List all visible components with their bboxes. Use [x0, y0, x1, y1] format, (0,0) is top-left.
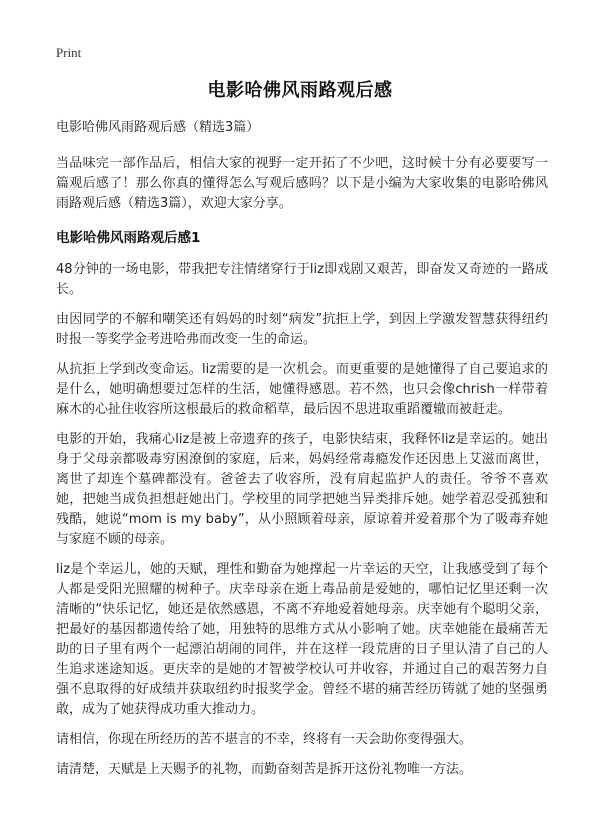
body-paragraph: 从抗拒上学到改变命运。liz需要的是一次机会。而更重要的是她懂得了自己要追求的是什么，她明确想要过怎样的生活，她懂得感恩。若不然，也只会像chrish一样带着麻木的心扯住收容所这根最后的救命稻草，最后因不思进取重蹈覆辙而被赶走。: [56, 362, 548, 417]
body-paragraph: liz是个幸运儿，她的天赋，理性和勤奋为她撑起一片幸运的天空，让我感受到了每个人都是受阳光照耀的树种子。庆幸母亲在逝上毒品前是爱她的，哪怕记忆里还剩一次清晰的“快乐记忆，她还是依然感恩，不离不弃地爱着她母亲。庆幸她有个聪明父亲，把最好的基因都遗传给了她，用独特的思维方式从小影响了她。庆幸她能在最痛苦无助的日子里有两个一起漂泊胡闹的同伴，并在这样一段荒唐的日子里认清了自己的人生追求迷途知返。更庆幸的是她的才智被学校认可并收容，并通过自己的艰苦努力自强不息取得的好成绩并获取纽约时报奖学金。曾经不堪的痛苦经历铸就了她的坚强勇敢，成为了她获得成功重大推动力。: [56, 562, 548, 717]
page-title: 电影哈佛风雨路观后感: [207, 80, 393, 101]
body-paragraph: 电影的开始，我痛心liz是被上帝遗弃的孩子，电影快结束，我释怀liz是幸运的。她出身于父母亲都吸毒穷困潦倒的家庭，后来，妈妈经常毒瘾发作还因患上艾滋而离世，离世了却连个墓碑都没有。爸爸去了收容所，没有肩起监护人的责任。爷爷不喜欢她，把她当成负担想赶她出门。学校里的同学把她当异类排斥她。她学着忍受孤独和残酷，她说“mom is my baby”，从小照顾着母亲，原谅着并爱着那个为了吸毒弃她与家庭不顾的母亲。: [56, 432, 548, 547]
body-paragraph: 请清楚，天赋是上天赐予的礼物，而勤奋刻苦是拆开这份礼物唯一方法。: [56, 762, 473, 777]
body-paragraph: 由因同学的不解和嘲笑还有妈妈的时刻“病发”抗拒上学，到因上学激发智慧获得纽约时报一等奖学金考进哈弗而改变一生的命运。: [56, 312, 548, 347]
intro-paragraph: 当品味完一部作品后，相信大家的视野一定开拓了不少吧，这时候十分有必要要写一篇观后感了！那么你真的懂得怎么写观后感吗？以下是小编为大家收集的电影哈佛风雨路观后感（精选3篇），欢迎大家分享。: [56, 156, 548, 211]
article-subtitle: 电影哈佛风雨路观后感（精选3篇）: [56, 120, 260, 135]
body-paragraph: 48分钟的一场电影，带我把专注情绪穿行于liz即戏剧又艰苦，即奋发又奇迹的一路成长。: [56, 262, 548, 297]
print-link[interactable]: Print: [56, 45, 82, 60]
body-paragraph: 请相信，你现在所经历的苦不堪言的不幸，终将有一天会助你变得强大。: [56, 732, 473, 747]
section-heading: 电影哈佛风雨路观后感1: [56, 230, 201, 246]
article-body: [56, 118, 548, 790]
